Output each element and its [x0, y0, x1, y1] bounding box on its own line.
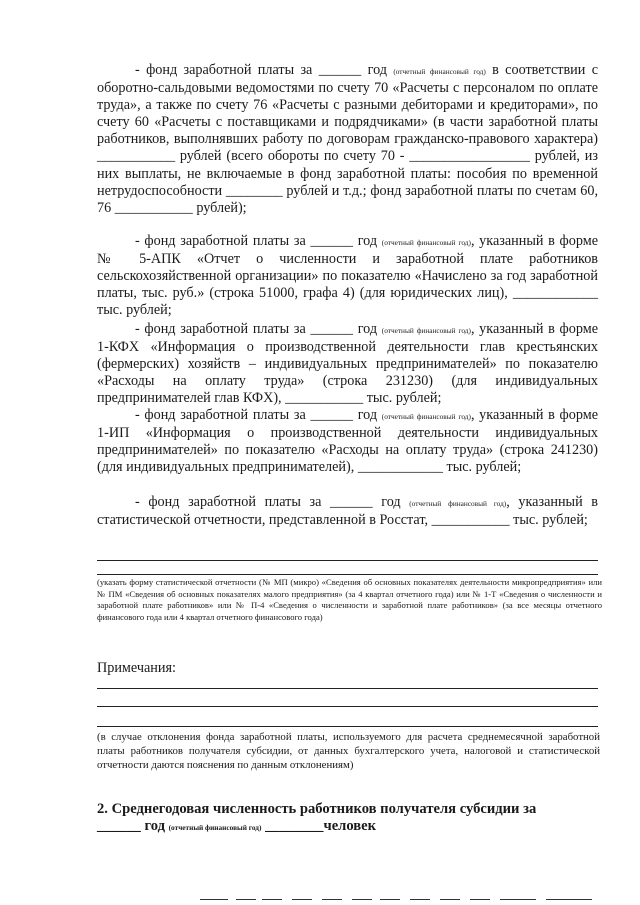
note-deviation: (в случае отклонения фонда заработной платы, используемого для расчета среднемесячной заработной платы работников получателя субсидии, от данных бухгалтерского учета, налоговой и статистической отчетности даются пояснения по данным отклонениям) [97, 731, 600, 771]
notes-line-3 [97, 726, 598, 727]
paragraph-payroll-1ip: - фонд заработной платы за ______ год (отчетный финансовый год), указанный в форме 1-ИП «Информация о производственной деятельности индивидуальных предпринимателей» по показателю «Расходы на оплату труда» (строка 241230) (для индивидуальных предпринимателей), ____________ тыс. рублей; [97, 407, 599, 476]
scan-mark [440, 899, 460, 900]
section-2-year-label: год [144, 818, 165, 834]
scan-mark [352, 899, 372, 900]
note-stat-form: (указать форму статистической отчетности (№ МП (микро) «Сведения об основных показателях деятельности микропредприятия» или № ПМ «Сведения об основных показателях малого предприятия» (за 4 квартал отчетного года) или № 1-Т «Сведения о численности и заработной плате работников» или № П-4 «Сведения о численности и заработной плате работников» (за все месяцы отчетного финансового года или 4 квартал отчетного финансового года) [97, 577, 602, 623]
scan-mark [410, 899, 430, 900]
paragraph-payroll-5apk: - фонд заработной платы за ______ год (отчетный финансовый год), указанный в форме № 5-АПК «Отчет о численности и заработной плате работников сельскохозяйственной организации» по показателю «Начислено за год заработной платы, тыс. руб.» (строка 51000, графа 4) (для юридических лиц), ____________ тыс. рублей; [97, 233, 599, 319]
blank-line-stat-form [97, 560, 598, 561]
scan-mark [236, 899, 256, 900]
paragraph-payroll-rosstat: - фонд заработной платы за ______ год (отчетный финансовый год), указанный в статистической отчетности, представленной в Росстат, ___________ тыс. рублей; [97, 494, 599, 529]
section-2-small-caption: (отчетный финансовый год) [168, 823, 262, 832]
section-2-heading: 2. Среднегодовая численность работников получателя субсидии за [97, 801, 537, 817]
notes-line-1 [97, 688, 598, 689]
section-2-line-2 [97, 818, 376, 835]
scan-mark [546, 899, 592, 900]
paragraph-payroll-accounts: - фонд заработной платы за ______ год (отчетный финансовый год) в соответствии с оборотно-сальдовыми ведомостями по счету 70 «Расчеты с персоналом по оплате труда», а также по счету 76 «Расчеты с разными дебиторами и кредиторами», по счету 60 «Расчеты с поставщиками и подрядчиками» (в части заработной платы работников, выполнявших работу по договорам гражданско-правового характера) ___________ рублей (всего обороты по счету 70 - _________________ рублей, из них выплаты, не включаемые в фонд заработной платы: пособия по временной нетрудоспособности ________ рублей и т.д.; фонд заработной платы по счетам 60, 76 ___________ рублей); [97, 62, 598, 216]
notes-label: Примечания: [97, 660, 176, 676]
scan-mark [292, 899, 312, 900]
blank-line-stat-form-2 [97, 574, 598, 575]
scan-mark [470, 899, 490, 900]
scan-mark [500, 899, 536, 900]
scan-mark [200, 899, 228, 900]
section-2-blank-count: ________ [265, 818, 324, 834]
notes-line-2 [97, 706, 598, 707]
scan-mark [380, 899, 400, 900]
scan-mark [322, 899, 342, 900]
section-2-unit: человек [323, 818, 377, 834]
section-2-blank-year: ______ [97, 818, 141, 834]
paragraph-payroll-1kfh: - фонд заработной платы за ______ год (отчетный финансовый год), указанный в форме 1-КФХ «Информация о производственной деятельности глав крестьянских (фермерских) хозяйств – индивидуальных предпринимателей» по показателю «Расходы на оплату труда» (строка 231230) (для индивидуальных предпринимателей глав КФХ), ___________ тыс. рублей; [97, 321, 599, 407]
scan-mark [262, 899, 282, 900]
